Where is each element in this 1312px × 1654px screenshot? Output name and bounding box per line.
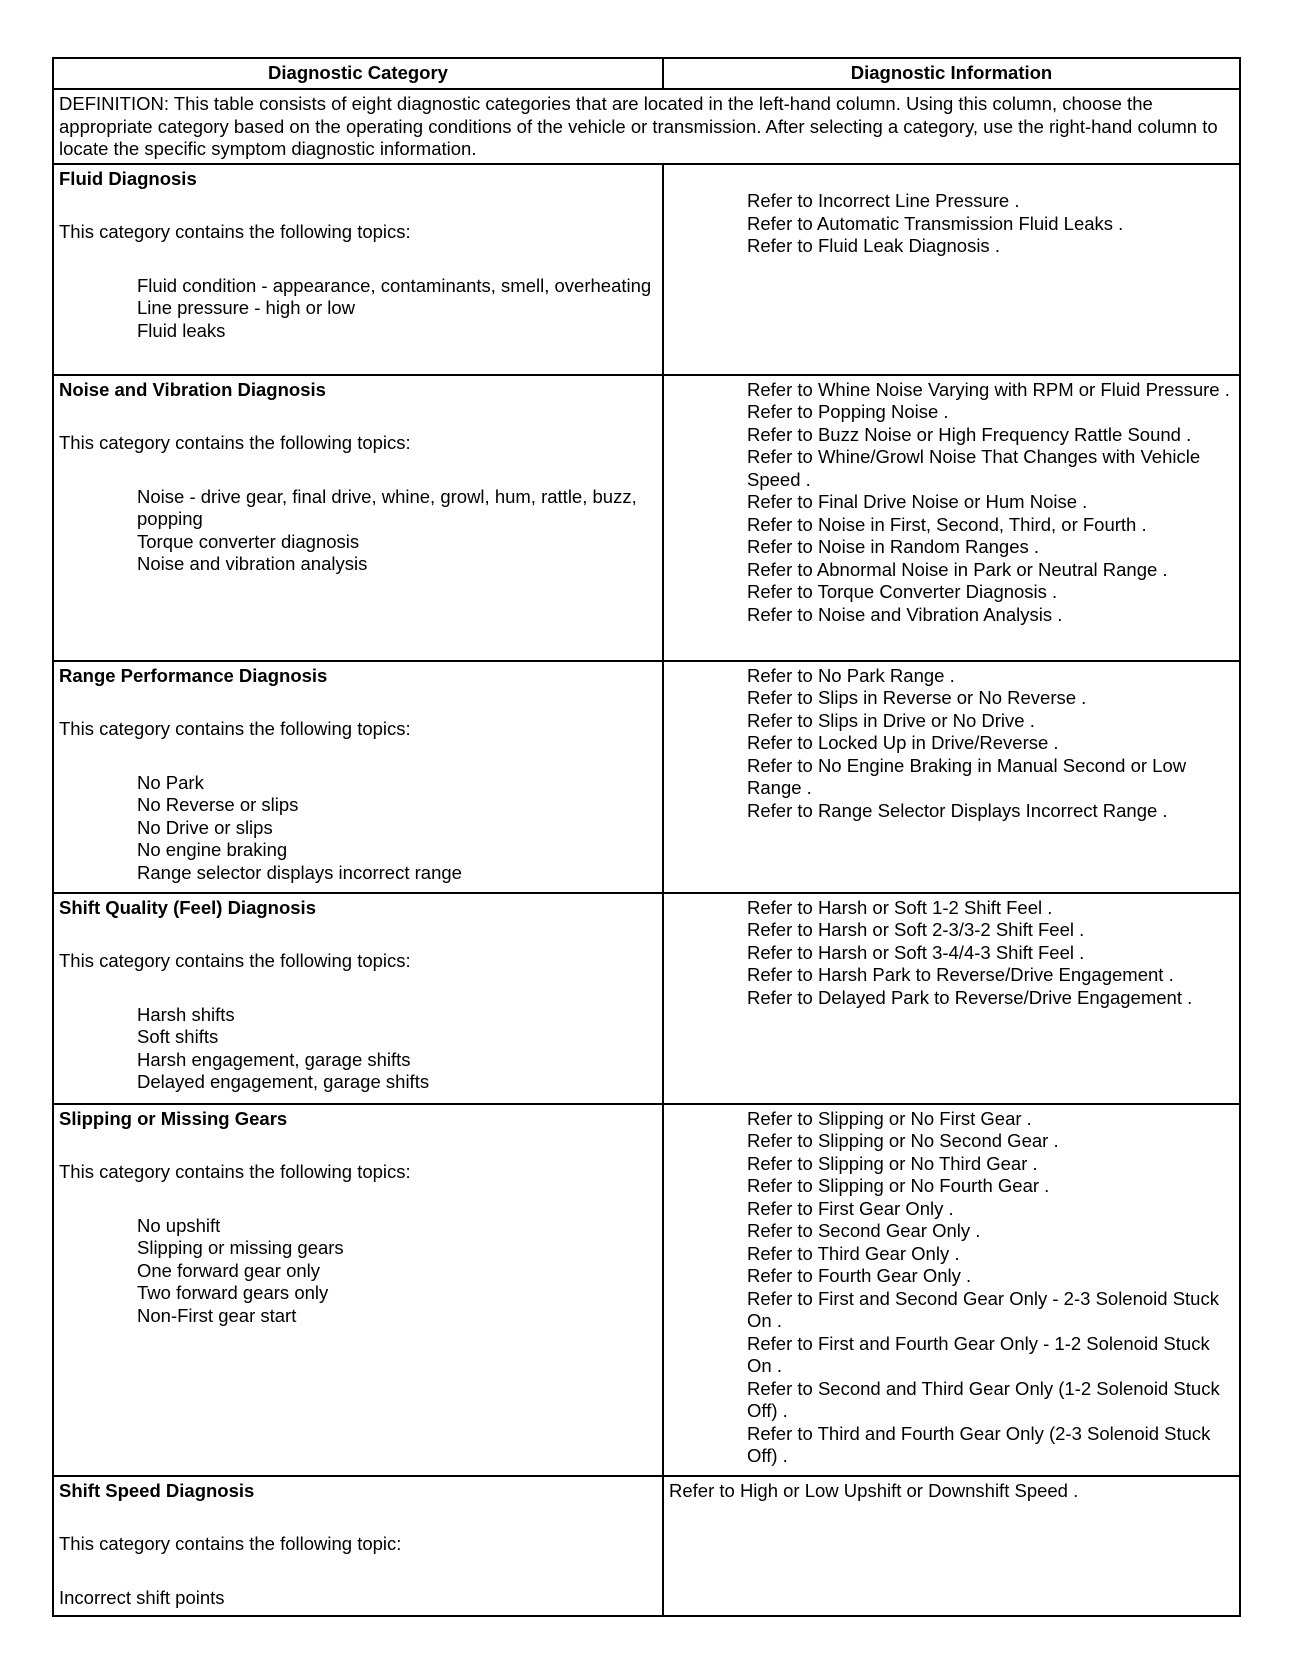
topic-item: No Park	[137, 771, 204, 793]
info-item: Refer to Third and Fourth Gear Only (2-3 Solenoid Stuck Off) .	[747, 1422, 1211, 1466]
category-title: Range Performance Diagnosis	[59, 664, 328, 686]
info-item: Refer to First and Fourth Gear Only - 1-2 Solenoid Stuck On .	[747, 1332, 1210, 1376]
topic-list	[59, 772, 657, 885]
table-row	[53, 375, 1240, 661]
topic-item: No Reverse or slips	[137, 794, 299, 815]
info-item: Refer to Abnormal Noise in Park or Neutral Range .	[747, 558, 1168, 580]
topic-item: Fluid leaks	[137, 319, 226, 341]
info-item: Refer to Slips in Reverse or No Reverse .	[747, 687, 1087, 708]
category-cell	[53, 661, 663, 893]
info-item: Refer to Third Gear Only .	[747, 1242, 960, 1264]
topic-item: Noise and vibration analysis	[137, 553, 368, 574]
info-item: Refer to Slipping or No Fourth Gear .	[747, 1175, 1050, 1196]
topic-item: Soft shifts	[137, 1026, 219, 1047]
info-list	[669, 897, 1234, 1010]
info-item: Refer to Locked Up in Drive/Reverse .	[747, 732, 1059, 753]
info-item: Refer to Slipping or No Second Gear .	[747, 1130, 1059, 1151]
info-cell	[663, 893, 1240, 1104]
info-cell	[663, 661, 1240, 893]
topic-item: Torque converter diagnosis	[137, 530, 360, 552]
category-intro: This category contains the following topics:	[59, 432, 411, 453]
info-item: Refer to Slipping or No First Gear .	[747, 1107, 1032, 1129]
info-item: Refer to Whine Noise Varying with RPM or Fluid Pressure .	[747, 378, 1230, 400]
info-item: Refer to Harsh or Soft 3-4/4-3 Shift Feel .	[747, 941, 1085, 963]
topic-item: Fluid condition - appearance, contaminants, smell, overheating	[137, 274, 652, 296]
info-item: Refer to Delayed Park to Reverse/Drive Engagement .	[747, 986, 1193, 1008]
info-item: Refer to Automatic Transmission Fluid Leaks .	[747, 212, 1124, 234]
topic-item: Noise - drive gear, final drive, whine, growl, hum, rattle, buzz, popping	[137, 485, 637, 529]
info-item: Refer to Popping Noise .	[747, 401, 949, 422]
info-item: Refer to Second Gear Only .	[747, 1220, 981, 1241]
topic-item: Non-First gear start	[137, 1304, 297, 1326]
topic-item: Harsh shifts	[137, 1003, 235, 1025]
table-row	[53, 893, 1240, 1104]
topic-list	[59, 275, 657, 343]
category-cell	[53, 1476, 663, 1616]
definition-text: DEFINITION: This table consists of eight diagnostic categories that are located in the left-hand column. Using this column, choose the appropriate category based on the operating conditions of the vehicle or transmission. After selecting a category, use the right-hand column to locate the specific symptom diagnostic information.	[53, 89, 1240, 164]
topic-item: Two forward gears only	[137, 1282, 329, 1303]
info-cell	[663, 1104, 1240, 1476]
info-item: Refer to Harsh Park to Reverse/Drive Engagement .	[747, 964, 1174, 985]
info-item: Refer to First and Second Gear Only - 2-3 Solenoid Stuck On .	[747, 1287, 1219, 1331]
topic-item: Incorrect shift points	[59, 1586, 225, 1608]
category-title: Shift Speed Diagnosis	[59, 1479, 255, 1501]
category-title: Shift Quality (Feel) Diagnosis	[59, 896, 316, 918]
topic-item: No Drive or slips	[137, 816, 273, 838]
table-row	[53, 661, 1240, 893]
info-item: Refer to Noise in First, Second, Third, or Fourth .	[747, 513, 1147, 535]
category-intro: This category contains the following topics:	[59, 718, 411, 739]
category-title: Noise and Vibration Diagnosis	[59, 378, 326, 400]
topic-item: No engine braking	[137, 839, 288, 860]
info-item: Refer to High or Low Upshift or Downshift Speed .	[669, 1479, 1079, 1501]
header-diagnostic-category: Diagnostic Category	[53, 58, 663, 89]
info-item: Refer to Second and Third Gear Only (1-2 Solenoid Stuck Off) .	[747, 1377, 1220, 1421]
category-intro: This category contains the following topics:	[59, 1161, 411, 1182]
diagnostic-table	[52, 57, 1241, 1617]
topic-item: Harsh engagement, garage shifts	[137, 1048, 411, 1070]
table-row	[53, 1476, 1240, 1616]
info-item: Refer to Final Drive Noise or Hum Noise .	[747, 491, 1088, 512]
info-item: Refer to Noise and Vibration Analysis .	[747, 603, 1063, 625]
info-cell	[663, 164, 1240, 375]
info-item: Refer to Harsh or Soft 1-2 Shift Feel .	[747, 896, 1053, 918]
info-item: Refer to Range Selector Displays Incorrect Range .	[747, 799, 1168, 821]
category-intro: This category contains the following topics:	[59, 221, 411, 242]
category-cell	[53, 164, 663, 375]
info-cell	[663, 375, 1240, 661]
info-item: Refer to Noise in Random Ranges .	[747, 536, 1040, 557]
info-item: Refer to Torque Converter Diagnosis .	[747, 581, 1058, 602]
category-cell	[53, 893, 663, 1104]
topic-item: Line pressure - high or low	[137, 297, 355, 318]
category-intro: This category contains the following topic:	[59, 1533, 402, 1554]
category-cell	[53, 1104, 663, 1476]
info-item: Refer to Buzz Noise or High Frequency Rattle Sound .	[747, 423, 1192, 445]
info-item: Refer to Harsh or Soft 2-3/3-2 Shift Feel .	[747, 919, 1085, 940]
topic-item: Slipping or missing gears	[137, 1237, 344, 1258]
header-diagnostic-information: Diagnostic Information	[663, 58, 1240, 89]
info-item: Refer to Fluid Leak Diagnosis .	[747, 235, 1000, 256]
info-list	[669, 665, 1234, 823]
topic-list	[59, 1215, 657, 1328]
topic-item: One forward gear only	[137, 1259, 321, 1281]
info-list	[669, 379, 1234, 627]
info-item: Refer to Slips in Drive or No Drive .	[747, 709, 1035, 731]
category-intro: This category contains the following topics:	[59, 950, 411, 971]
definition-row	[53, 89, 1240, 164]
topic-item: No upshift	[137, 1214, 221, 1236]
category-cell	[53, 375, 663, 661]
table-header-row	[53, 58, 1240, 89]
info-item: Refer to Incorrect Line Pressure .	[747, 190, 1020, 211]
topic-list	[59, 486, 657, 576]
topic-item: Delayed engagement, garage shifts	[137, 1071, 430, 1092]
info-item: Refer to Whine/Growl Noise That Changes with Vehicle Speed .	[747, 446, 1201, 490]
table-row	[53, 164, 1240, 375]
topic-list	[59, 1004, 657, 1094]
info-item: Refer to Fourth Gear Only .	[747, 1265, 972, 1286]
info-item: Refer to Slipping or No Third Gear .	[747, 1152, 1038, 1174]
info-item: Refer to No Park Range .	[747, 664, 955, 686]
info-item: Refer to No Engine Braking in Manual Second or Low Range .	[747, 754, 1187, 798]
category-title: Fluid Diagnosis	[59, 167, 197, 189]
table-row	[53, 1104, 1240, 1476]
topic-item: Range selector displays incorrect range	[137, 861, 462, 883]
category-title: Slipping or Missing Gears	[59, 1107, 288, 1129]
info-list	[669, 190, 1234, 258]
info-list	[669, 1108, 1234, 1468]
info-item: Refer to First Gear Only .	[747, 1197, 954, 1219]
info-cell	[663, 1476, 1240, 1616]
